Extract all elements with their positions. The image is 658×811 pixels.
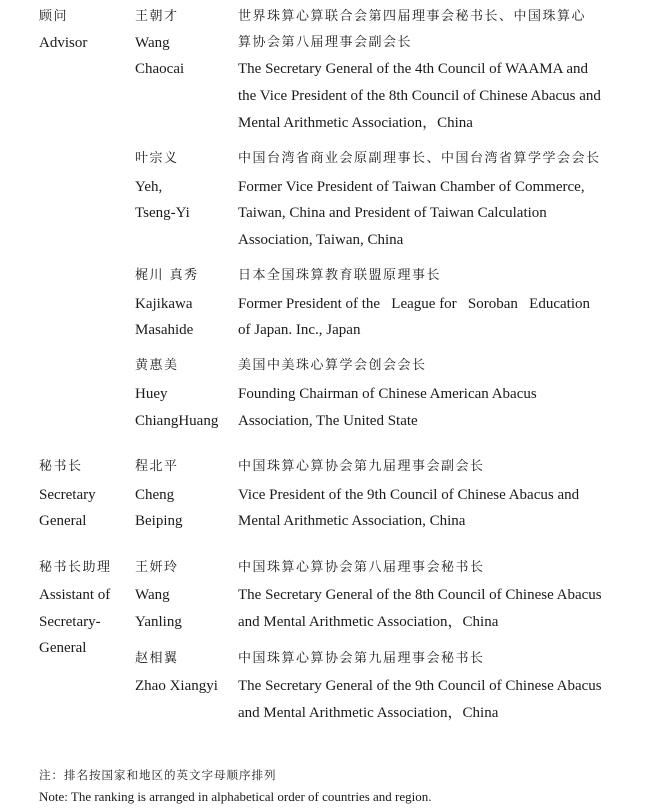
- member-desc-en: Mental Arithmetic Association, China: [238, 513, 466, 529]
- member-desc-zh: 算协会第八届理事会副会长: [238, 35, 413, 50]
- role-zh: 顾问: [39, 9, 69, 24]
- member-name-en: Yeh,: [135, 179, 163, 195]
- member-name-zh: 赵相翼: [135, 651, 179, 666]
- member-name-en: Huey: [135, 386, 168, 402]
- member-name-en: Tseng-Yi: [135, 205, 190, 221]
- member-name-en: Masahide: [135, 322, 194, 338]
- member-desc-en: Taiwan, China and President of Taiwan Calculation: [238, 205, 547, 221]
- member-name-en: Kajikawa: [135, 296, 193, 312]
- member-desc-zh: 中国珠算心算协会第九届理事会副会长: [238, 459, 485, 474]
- footnote-en: Note: The ranking is arranged in alphabetical order of countries and region.: [39, 789, 432, 804]
- member-desc-zh: 中国珠算心算协会第九届理事会秘书长: [238, 651, 485, 666]
- member-name-en: Wang: [135, 35, 170, 51]
- member-desc-zh: 世界珠算心算联合会第四届理事会秘书长、中国珠算心: [238, 9, 587, 24]
- member-desc-en: Association, Taiwan, China: [238, 232, 404, 248]
- member-desc-en: Association, The United State: [238, 413, 418, 429]
- member-name-en: Chaocai: [135, 61, 185, 77]
- role-en: Secretary: [39, 487, 96, 503]
- member-desc-zh: 美国中美珠心算学会创会会长: [238, 358, 427, 373]
- footnote-zh: 注：排名按国家和地区的英文字母顺序排列: [39, 768, 277, 782]
- member-name-en: Zhao Xiangyi: [135, 678, 218, 694]
- role-en: Assistant of: [39, 587, 111, 603]
- member-desc-zh: 中国珠算心算协会第八届理事会秘书长: [238, 560, 485, 575]
- member-desc-zh: 日本全国珠算教育联盟原理事长: [238, 268, 442, 283]
- member-desc-en: Former Vice President of Taiwan Chamber of Commerce,: [238, 179, 585, 195]
- member-name-zh: 黄惠美: [135, 358, 179, 373]
- member-name-zh: 梶川 真秀: [135, 268, 199, 283]
- member-name-zh: 程北平: [135, 459, 179, 474]
- member-name-zh: 王妍玲: [135, 560, 179, 575]
- member-desc-en: the Vice President of the 8th Council of Chinese Abacus and: [238, 88, 601, 104]
- member-desc-en: Founding Chairman of Chinese American Abacus: [238, 386, 537, 402]
- member-name-en: Wang: [135, 587, 170, 603]
- member-desc-en: Vice President of the 9th Council of Chinese Abacus and: [238, 487, 580, 503]
- member-name-zh: 叶宗义: [135, 151, 179, 166]
- member-desc-en: and Mental Arithmetic Association，China: [238, 614, 499, 630]
- member-desc-en: Mental Arithmetic Association，China: [238, 115, 473, 131]
- role-en: Secretary-: [39, 614, 101, 630]
- member-desc-en: The Secretary General of the 9th Council of Chinese Abacus: [238, 678, 602, 694]
- member-name-en: Yanling: [135, 614, 182, 630]
- role-en: General: [39, 640, 87, 656]
- member-desc-zh: 中国台湾省商业会原副理事长、中国台湾省算学学会会长: [238, 151, 601, 166]
- member-desc-en: The Secretary General of the 4th Council of WAAMA and: [238, 61, 589, 77]
- role-en: General: [39, 513, 87, 529]
- member-name-zh: 王朝才: [135, 9, 179, 24]
- member-desc-en: The Secretary General of the 8th Council of Chinese Abacus: [238, 587, 602, 603]
- member-desc-en: Former President of the League for Soroban Education: [238, 296, 590, 312]
- member-name-en: ChiangHuang: [135, 413, 219, 429]
- member-name-en: Cheng: [135, 487, 175, 503]
- member-name-en: Beiping: [135, 513, 183, 529]
- member-desc-en: of Japan. Inc., Japan: [238, 322, 361, 338]
- role-en: Advisor: [39, 35, 88, 51]
- role-zh: 秘书长: [39, 459, 83, 474]
- role-zh: 秘书长助理: [39, 560, 112, 575]
- member-desc-en: and Mental Arithmetic Association，China: [238, 705, 499, 721]
